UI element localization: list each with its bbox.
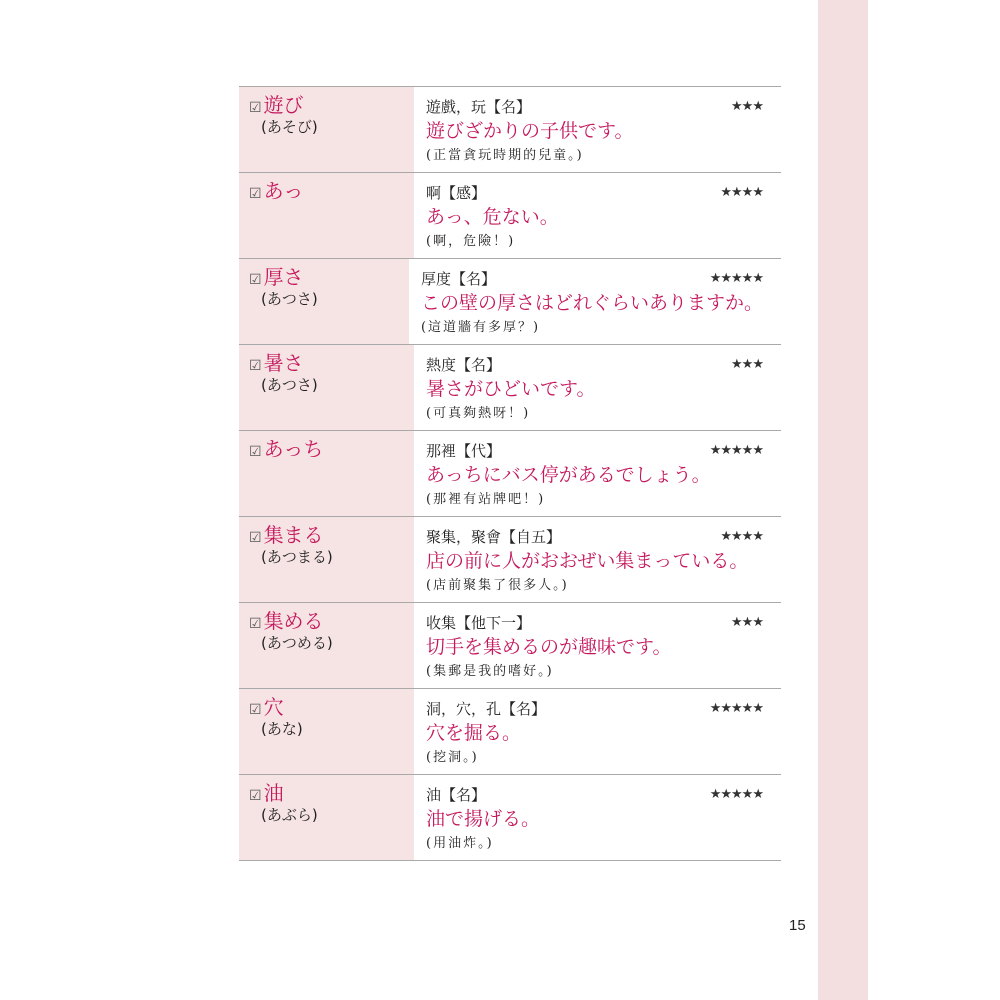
side-color-strip: [818, 0, 868, 1000]
checkbox-icon[interactable]: ☑: [249, 788, 262, 804]
example-translation: (那裡有站牌吧！): [426, 492, 546, 507]
vocab-reading: (あつさ): [261, 290, 318, 308]
vocabulary-table: [239, 86, 781, 861]
vocab-row: [239, 345, 781, 431]
checkbox-icon[interactable]: ☑: [249, 100, 262, 116]
vocab-meaning: 遊戲，玩【名】: [426, 97, 532, 116]
vocab-meaning: 收集【他下一】: [426, 613, 532, 632]
example-sentence: 店の前に人がおおぜい集まっている。: [426, 550, 749, 572]
star-rating: ★★★★: [720, 528, 763, 544]
info-cell: [409, 259, 781, 344]
star-rating: ★★★★★: [709, 786, 763, 802]
vocab-row: [239, 603, 781, 689]
checkbox-icon[interactable]: ☑: [249, 186, 262, 202]
checkbox-icon[interactable]: ☑: [249, 358, 262, 374]
checkbox-icon[interactable]: ☑: [249, 702, 262, 718]
star-rating: ★★★★★: [709, 442, 763, 458]
vocab-word: 遊び: [263, 93, 304, 117]
vocab-row: [239, 689, 781, 775]
vocab-reading: (あつさ): [261, 376, 318, 394]
word-cell: [239, 689, 414, 774]
word-cell: [239, 345, 414, 430]
word-cell: [239, 173, 414, 258]
checkbox-icon[interactable]: ☑: [249, 444, 262, 460]
star-rating: ★★★: [731, 614, 763, 630]
vocab-word: あっ: [263, 179, 304, 203]
info-cell: [414, 345, 781, 430]
vocab-reading: (あつまる): [261, 548, 333, 566]
example-translation: (店前聚集了很多人。): [426, 578, 569, 593]
word-cell: [239, 517, 414, 602]
vocab-row: [239, 431, 781, 517]
example-sentence: あっちにバス停があるでしょう。: [426, 464, 711, 486]
vocab-row: [239, 517, 781, 603]
word-cell: [239, 603, 414, 688]
vocab-word: 油: [263, 781, 284, 805]
vocab-word: 暑さ: [263, 351, 304, 375]
example-translation: (用油炸。): [426, 836, 494, 851]
word-cell: [239, 775, 414, 860]
word-cell: [239, 431, 414, 516]
example-translation: (集郵是我的嗜好。): [426, 664, 554, 679]
vocab-reading: (あそび): [261, 118, 318, 136]
vocab-row: [239, 775, 781, 861]
example-translation: (這道牆有多厚？): [420, 320, 541, 335]
vocab-word: 集める: [263, 609, 324, 633]
example-translation: (正當貪玩時期的兒童。): [426, 148, 584, 163]
star-rating: ★★★★★: [709, 270, 763, 286]
vocab-reading: (あぶら): [261, 806, 318, 824]
example-sentence: この壁の厚さはどれぐらいありますか。: [420, 292, 763, 314]
example-translation: (啊，危險！): [426, 234, 516, 249]
example-sentence: 遊びざかりの子供です。: [426, 120, 634, 142]
vocab-meaning: 洞，穴，孔【名】: [426, 699, 547, 718]
info-cell: [414, 603, 781, 688]
vocab-meaning: 熱度【名】: [426, 355, 502, 374]
checkbox-icon[interactable]: ☑: [249, 530, 262, 546]
info-cell: [414, 689, 781, 774]
star-rating: ★★★★: [720, 184, 763, 200]
word-cell: [239, 87, 414, 172]
example-sentence: あっ、危ない。: [426, 206, 559, 228]
example-sentence: 切手を集めるのが趣味です。: [426, 636, 672, 658]
vocab-meaning: 啊【感】: [426, 183, 487, 202]
vocab-meaning: 厚度【名】: [420, 269, 496, 288]
star-rating: ★★★: [731, 98, 763, 114]
example-translation: (可真夠熱呀！): [426, 406, 531, 421]
info-cell: [414, 431, 781, 516]
info-cell: [414, 775, 781, 860]
info-cell: [414, 517, 781, 602]
checkbox-icon[interactable]: ☑: [249, 272, 262, 288]
checkbox-icon[interactable]: ☑: [249, 616, 262, 632]
example-sentence: 油で揚げる。: [426, 808, 541, 830]
vocab-row: [239, 87, 781, 173]
vocab-word: あっち: [263, 437, 324, 461]
example-sentence: 穴を掘る。: [426, 722, 522, 744]
page-number: 15: [789, 917, 806, 934]
star-rating: ★★★★★: [709, 700, 763, 716]
vocab-word: 厚さ: [263, 265, 304, 289]
star-rating: ★★★: [731, 356, 763, 372]
vocab-meaning: 那裡【代】: [426, 441, 502, 460]
vocab-word: 集まる: [263, 523, 324, 547]
vocab-row: [239, 173, 781, 259]
vocab-row: [239, 259, 781, 345]
vocab-meaning: 聚集，聚會【自五】: [426, 527, 562, 546]
example-sentence: 暑さがひどいです。: [426, 378, 596, 400]
vocab-reading: (あつめる): [261, 634, 333, 652]
word-cell: [239, 259, 409, 344]
example-translation: (挖洞。): [426, 750, 479, 765]
info-cell: [414, 173, 781, 258]
info-cell: [414, 87, 781, 172]
vocab-reading: (あな): [261, 720, 303, 738]
vocab-meaning: 油【名】: [426, 785, 487, 804]
vocab-word: 穴: [263, 695, 284, 719]
